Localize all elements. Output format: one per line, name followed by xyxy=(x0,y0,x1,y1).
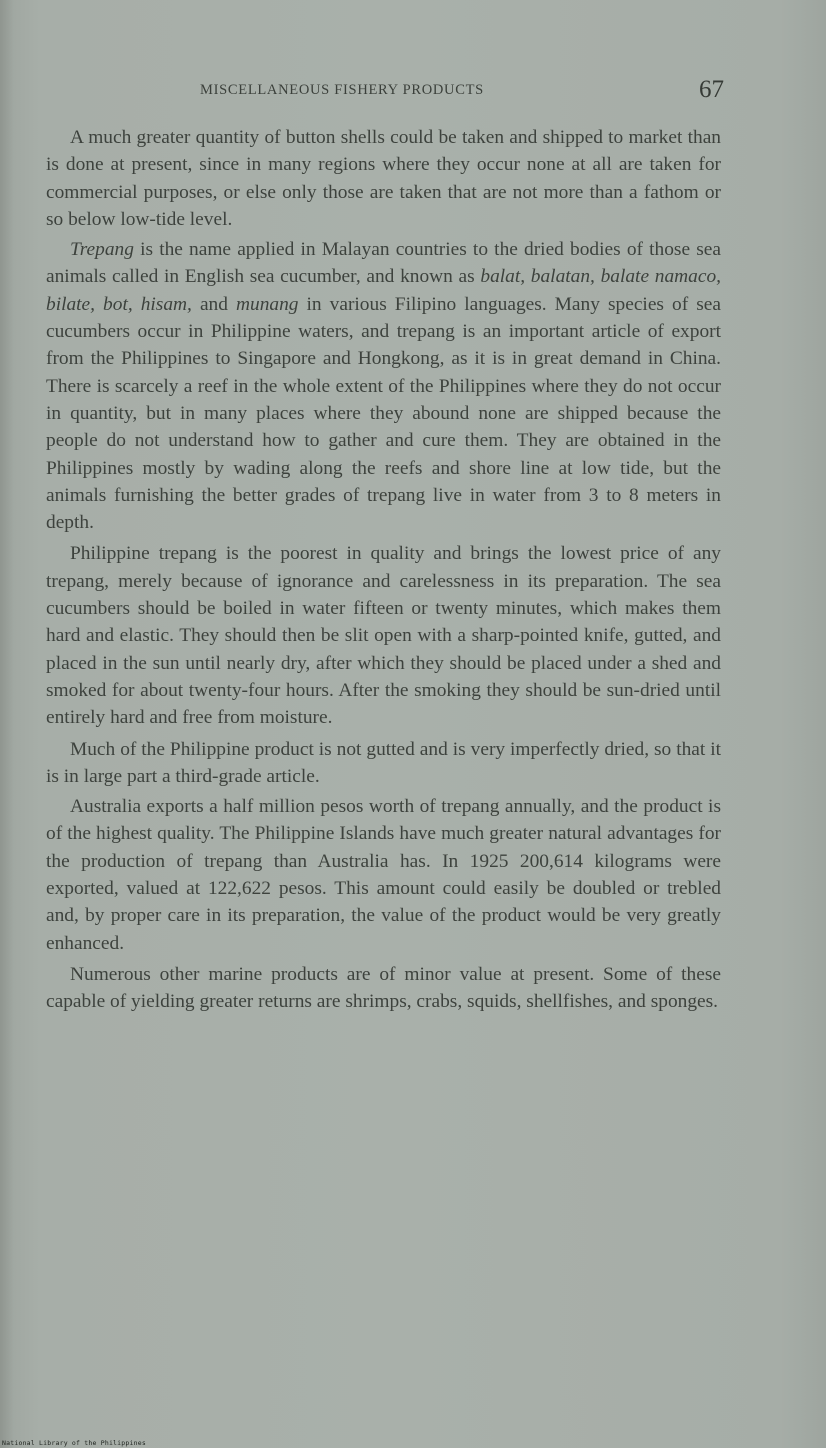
paragraph xyxy=(46,540,721,731)
running-head: MISCELLANEOUS FISHERY PRODUCTS xyxy=(200,82,484,98)
italic-term: munang xyxy=(236,293,299,315)
body-text xyxy=(46,124,721,1022)
library-attribution: National Library of the Philippines xyxy=(2,1439,146,1447)
text-run: Philippine trepang is the poorest in quality and brings the lowest price of any trepang, merely because of ignorance and carelessness in its preparation. The sea cucumbers should be boiled in water fifteen or twenty minutes, which makes them hard and elastic. They should then be slit open with a sharp-pointed knife, gutted, and placed in the sun until nearly dry, after which they should be placed under a shed and smoked for about twenty-four hours. After the smoking they should be sun-dried until entirely hard and free from moisture. xyxy=(46,543,721,729)
italic-term: Trepang xyxy=(70,239,134,261)
text-run: A much greater quantity of button shells could be taken and shipped to market than is done at present, since in many regions where they occur none at all are taken for commercial purposes, or else only those are taken that are not more than a fathom or so below low-tide level. xyxy=(46,127,721,230)
text-run: is the name applied in Malayan countries to the dried bodies of those sea animals called in English sea cucumber, and known as xyxy=(46,239,721,288)
text-run: in various Filipino languages. Many species of sea cucumbers occur in Philippine waters, and trepang is an important article of export from the Philippines to Singapore and Hongkong, as it is in great demand in China. There is scarcely a reef in the whole extent of the Philippines where they do not occur in quantity, but in many places where they abound none are shipped because the people do not understand how to gather and cure them. They are obtained in the Philippines mostly by wading along the reefs and shore line at low tide, but the animals furnishing the better grades of trepang live in water from 3 to 8 meters in depth. xyxy=(46,293,721,534)
text-run: Numerous other marine products are of minor value at present. Some of these capable of yielding greater returns are shrimps, crabs, squids, shellfishes, and sponges. xyxy=(46,963,721,1013)
paragraph xyxy=(46,236,721,536)
italic-term: balat, balatan, balate namaco, bilate, bot, hisam, xyxy=(46,266,721,315)
text-run: Much of the Philippine product is not gutted and is very imperfectly dried, so that it is in large part a third-grade article. xyxy=(46,738,721,787)
paragraph xyxy=(46,793,721,957)
page-number: 67 xyxy=(699,76,724,103)
paragraph xyxy=(46,961,721,1016)
text-run: and xyxy=(191,293,236,315)
paragraph xyxy=(46,124,721,233)
page-header xyxy=(68,76,724,112)
text-run: Australia exports a half million pesos worth of trepang annually, and the product is of the highest quality. The Philippine Islands have much greater natural advantages for the production of trepang than Australia has. In 1925 200,614 kilograms were exported, valued at 122,622 pesos. This amount could easily be doubled or trebled and, by proper care in its preparation, the value of the product would be very greatly enhanced. xyxy=(46,796,721,954)
paragraph xyxy=(46,736,721,791)
